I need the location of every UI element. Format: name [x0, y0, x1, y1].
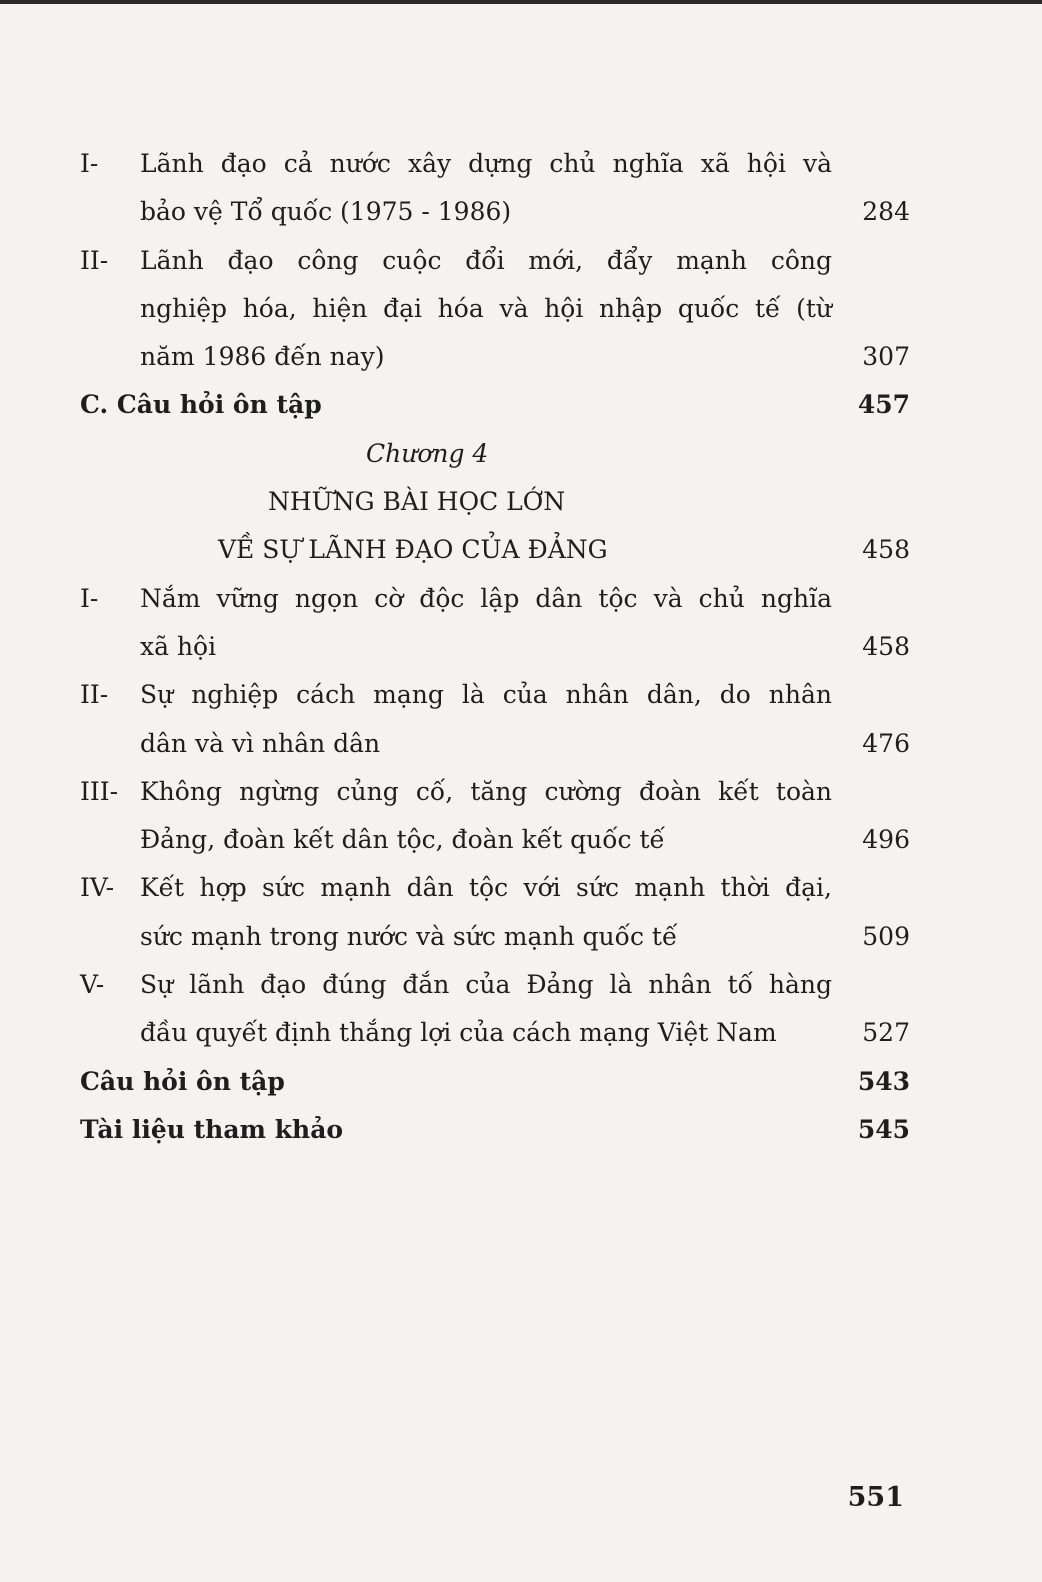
entry-title-line: năm 1986 đến nay): [140, 342, 385, 372]
toc-chapter-4[interactable]: [80, 430, 910, 575]
toc-entry-2[interactable]: [80, 237, 910, 382]
entry-page-number: 527: [862, 1018, 910, 1048]
toc-entry-review-c[interactable]: [80, 381, 910, 429]
chapter-title-line2: VỀ SỰ LÃNH ĐẠO CỦA ĐẢNG: [218, 535, 608, 565]
toc-entry-ch4-1[interactable]: [80, 575, 910, 672]
entry-title-line: Sự lãnh đạo đúng đắn của Đảng là nhân tố hàng: [140, 970, 832, 1000]
entry-page-number: 457: [857, 390, 910, 420]
entry-page-number: 458: [862, 535, 910, 565]
toc-entry-1[interactable]: [80, 140, 910, 237]
entry-page-number: 284: [862, 197, 910, 227]
entry-number: III-: [80, 776, 119, 806]
entry-title-line: dân và vì nhân dân: [140, 728, 381, 758]
entry-title-line: Lãnh đạo công cuộc đổi mới, đẩy mạnh công: [140, 245, 832, 275]
toc-entry-ch4-4[interactable]: [80, 864, 910, 961]
entry-page-number: 307: [862, 342, 910, 372]
entry-title: Câu hỏi ôn tập: [80, 1066, 285, 1096]
toc-entry-ch4-5[interactable]: [80, 961, 910, 1058]
entry-title-line: Sự nghiệp cách mạng là của nhân dân, do nhân: [140, 680, 832, 710]
entry-page-number: 543: [857, 1066, 910, 1096]
entry-title-line: sức mạnh trong nước và sức mạnh quốc tế: [140, 921, 678, 951]
entry-number: II-: [80, 245, 109, 275]
toc-entry-references[interactable]: [80, 1106, 910, 1154]
entry-title-line: Lãnh đạo cả nước xây dựng chủ nghĩa xã hội và: [140, 149, 832, 178]
entry-title-line: Không ngừng củng cố, tăng cường đoàn kết toàn: [140, 776, 832, 806]
page-folio-number: 551: [847, 1482, 904, 1513]
entry-number: V-: [80, 970, 105, 1000]
entry-page-number: 545: [857, 1114, 910, 1144]
entry-title-line: Đảng, đoàn kết dân tộc, đoàn kết quốc tế: [140, 825, 665, 855]
entry-title-line: nghiệp hóa, hiện đại hóa và hội nhập quốc tế (từ: [140, 293, 832, 323]
entry-page-number: 496: [862, 825, 910, 855]
toc-entry-review[interactable]: [80, 1058, 910, 1106]
chapter-title-line1: NHỮNG BÀI HỌC LỚN: [268, 487, 566, 517]
toc-entry-ch4-2[interactable]: [80, 671, 910, 768]
entry-title-line: Kết hợp sức mạnh dân tộc với sức mạnh thời đại,: [140, 873, 832, 903]
entry-title-line: Nắm vững ngọn cờ độc lập dân tộc và chủ nghĩa: [140, 583, 832, 613]
entry-title-line: bảo vệ Tổ quốc (1975 - 1986): [140, 197, 512, 227]
entry-number: II-: [80, 680, 109, 710]
entry-page-number: 509: [862, 921, 910, 951]
entry-title: C. Câu hỏi ôn tập: [80, 390, 322, 420]
entry-number: I-: [80, 583, 99, 613]
chapter-label: Chương 4: [366, 438, 489, 468]
entry-title-line: xã hội: [140, 631, 217, 661]
entry-page-number: 458: [862, 631, 910, 661]
entry-number: I-: [80, 149, 99, 178]
table-of-contents: [80, 140, 910, 1154]
page-top-edge: [0, 0, 1042, 4]
entry-page-number: 476: [862, 728, 910, 758]
entry-title-line: đầu quyết định thắng lợi của cách mạng Việt Nam: [140, 1018, 777, 1048]
toc-entry-ch4-3[interactable]: [80, 768, 910, 865]
entry-number: IV-: [80, 873, 115, 903]
entry-title: Tài liệu tham khảo: [80, 1114, 344, 1144]
